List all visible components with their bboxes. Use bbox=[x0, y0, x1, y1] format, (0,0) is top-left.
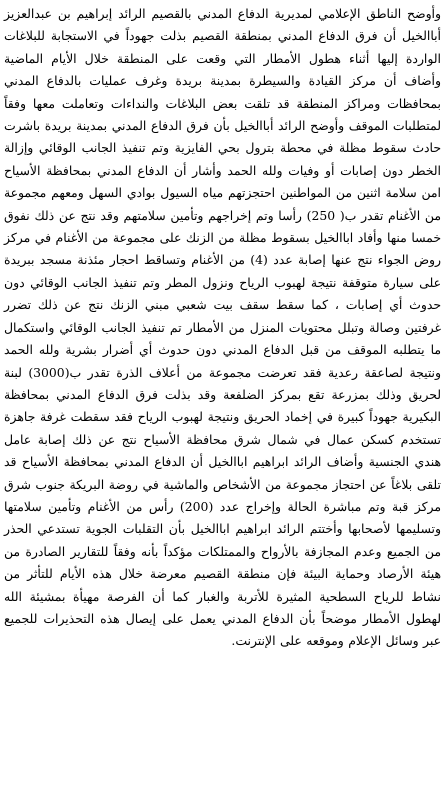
article-body: وأوضح الناطق الإعلامي لمديرية الدفاع المدني بالقصيم الرائد إبراهيم بن عبدالعزيز أباالخيل أن فرق الدفاع المدني بمنطقة القصيم بذلت جهوداً في الاستجابة للبلاغات الواردة إليها أثناء هطول الأمطار التي وقعت على المنطقة خلال الأيام الماضية وأضاف أن مركز القيادة والسيطرة بمدينة بريدة وغرف عمليات بالدفاع المدني بمحافظات ومراكز المنطقة قد تلقت بعض البلاغات والنداءات وتعاملت معها وفقاً لمتطلبات الموقف وأوضح الرائد أباالخيل بأن فرق الدفاع المدني بمدينة بريدة باشرت حادث سقوط مظلة في محطة بترول بحي الفايزية وتم تنفيذ الجانب الوقائي وإزالة الخطر دون إصابات أو وفيات ولله الحمد وأشار أن الدفاع المدني بمحافظة الأسياح امن سلامة اثنين من المواطنين احتجزتهم مياه السيول بوادي السهل ومعهم مجموعة من الأغنام تقدر ب( 250) رأسا وتم إخراجهم وتأمين سلامتهم وقد نتج عن ذلك نفوق خمسا منها وأفاد اباالخيل بسقوط مظلة من الزنك على مجموعة من الأغنام في مركز روض الجواء نتج عنها إصابة عدد (4) من الأغنام وتساقط احجار مئذنة مسجد ببريدة على سيارة متوقفة نتيجة لهبوب الرياح ونزول المطر وتم تنفيذ الجانب الوقائي دون حدوث أي إصابات ، كما سقط سقف بيت شعبي مبني الزنك نتج عن ذلك تضرر غرفتين وصالة وتبلل محتويات المنزل من الأمطار تم تنفيذ الجانب الوقائي واستكمال ما يتطلبه الموقف من قبل الدفاع المدني دون حدوث أي أضرار بشرية ولله الحمد ونتيجة لصاعقة رعدية فقد تعرضت مجموعة من أعلاف الذرة تقدر ب(3000) لبنة لحريق وذلك بمزرعة تقع بمركز الضلفعة وقد بذلت فرق الدفاع المدني بمحافظة البكيرية جهوداً كبيرة في إخماد الحريق ونتيجة لهبوب الرياح فقد سقطت غرفة جاهزة تستخدم كسكن عمال في شمال شرق محافظة الأسياح نتج عن ذلك إصابة عامل هندي الجنسية وأضاف الرائد ابراهيم اباالخيل أن الدفاع المدني بمحافظة الأسياح قد تلقى بلاغاً عن احتجاز مجموعة من الأشخاص والماشية في روضة البريكة جنوب شرق مركز قبة وتم مباشرة الحالة وإخراج عدد (200) رأس من الأغنام وتأمين سلامتها وتسليمها لأصحابها وأختتم الرائد ابراهيم اباالخيل بأن التقلبات الجوية تستدعي الحذر من الجميع وعدم المجازفة بالأرواح والممتلكات مؤكداً بأنه وفقاً للتقارير الصادرة من هيئة الأرصاد وحماية البيئة فإن منطقة القصيم معرضة خلال هذه الأيام للتأثر من نشاط للرياح السطحية المثيرة للأتربة والغبار كما أن الفرصة مهيأة بمشيئة الله لهطول الأمطار موضحاً بأن الدفاع المدني يعمل على إيصال هذه التحذيرات للجميع عبر وسائل الإعلام وموقعه على الإنترنت. bbox=[4, 6, 441, 649]
